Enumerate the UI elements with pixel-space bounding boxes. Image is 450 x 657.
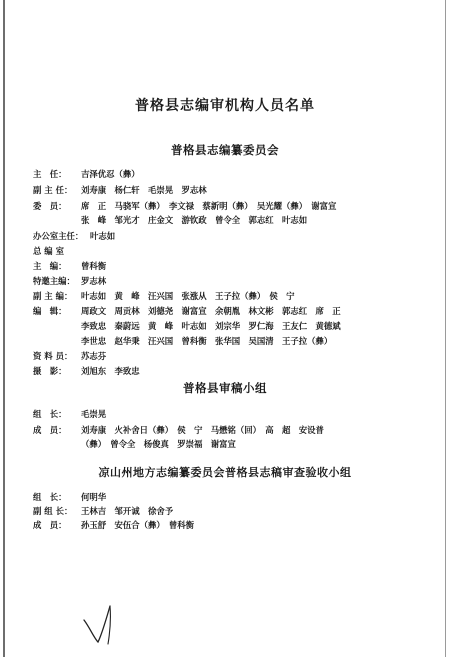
row-text: 苏志芬 xyxy=(81,351,107,361)
row-text: 吉泽优忍（彝） xyxy=(81,169,140,179)
acceptance-group-title: 凉山州地方志编纂委员会普格县志稿审查验收小组 xyxy=(98,466,352,479)
row-text: 毛崇晃 xyxy=(81,409,107,419)
page-title: 普格县志编审机构人员名单 xyxy=(135,98,315,114)
review-group-title: 普格县审稿小组 xyxy=(183,381,267,395)
row-text: 曾科衡 xyxy=(81,261,107,271)
row-text: （彝） 曾令全 杨俊真 罗崇福 谢富宣 xyxy=(81,439,236,449)
row-label: 组 长： xyxy=(33,492,67,502)
row-text: 叶志如 黄 峰 汪兴国 张涨从 王子拉（彝） 侯 宁 xyxy=(81,291,295,301)
row-text: 罗志林 xyxy=(81,276,107,286)
row-text: 李致忠 秦蔚远 黄 峰 叶志如 刘宗华 罗仁海 王友仁 黄德斌 xyxy=(81,321,341,331)
row-label: 资 料 员： xyxy=(33,351,73,361)
row-text: 叶志如 xyxy=(90,231,116,241)
row-text: 刘寿康 火补舍日（彝） 侯 宁 马懋铭（回） 高 超 安设普 xyxy=(81,425,324,435)
row-label: 主 编： xyxy=(33,261,67,271)
row-label: 副 主 编： xyxy=(33,291,73,301)
row-text: 席 正 马骁军（彝） 李文禄 蔡新明（彝） 吴光耀（彝） 谢富宣 xyxy=(81,201,337,211)
row-text: 李世忠 赵华秉 汪兴国 曾科衡 张华国 吴国清 王子拉（彝） xyxy=(81,336,333,346)
row-label: 副 组 长： xyxy=(33,506,73,516)
row-text: 何明华 xyxy=(81,492,107,502)
row-label: 特邀主编： xyxy=(33,276,75,286)
row-label: 摄 影： xyxy=(33,366,67,376)
row-text: 周政文 周贡林 刘德尧 谢富宣 余朝胤 林文彬 郭志红 席 正 xyxy=(81,306,341,316)
row-text: 刘旭东 李致忠 xyxy=(81,366,140,376)
row-label: 副 主 任： xyxy=(33,185,73,195)
row-text: 刘寿康 杨仁轩 毛崇晃 罗志林 xyxy=(81,185,207,195)
row-text: 王林吉 邹开诚 徐舍予 xyxy=(81,506,174,516)
committee-title: 普格县志编纂委员会 xyxy=(171,143,279,157)
row-text: 张 峰 邹光才 庄金文 游钦政 曾令全 郭志红 叶志如 xyxy=(81,215,308,225)
row-label: 成 员： xyxy=(33,425,67,435)
row-label: 委 员： xyxy=(33,201,67,211)
row-label: 编 辑： xyxy=(33,306,67,316)
handwritten-mark-icon xyxy=(80,598,140,648)
row-label: 办公室主任： xyxy=(33,231,84,241)
row-label: 主 任： xyxy=(33,169,67,179)
row-label: 总 编 室 xyxy=(33,246,64,256)
row-text: 孙玉舒 安伍合（彝） 曾科衡 xyxy=(81,520,195,530)
row-label: 成 员： xyxy=(33,520,67,530)
row-label: 组 长： xyxy=(33,409,67,419)
